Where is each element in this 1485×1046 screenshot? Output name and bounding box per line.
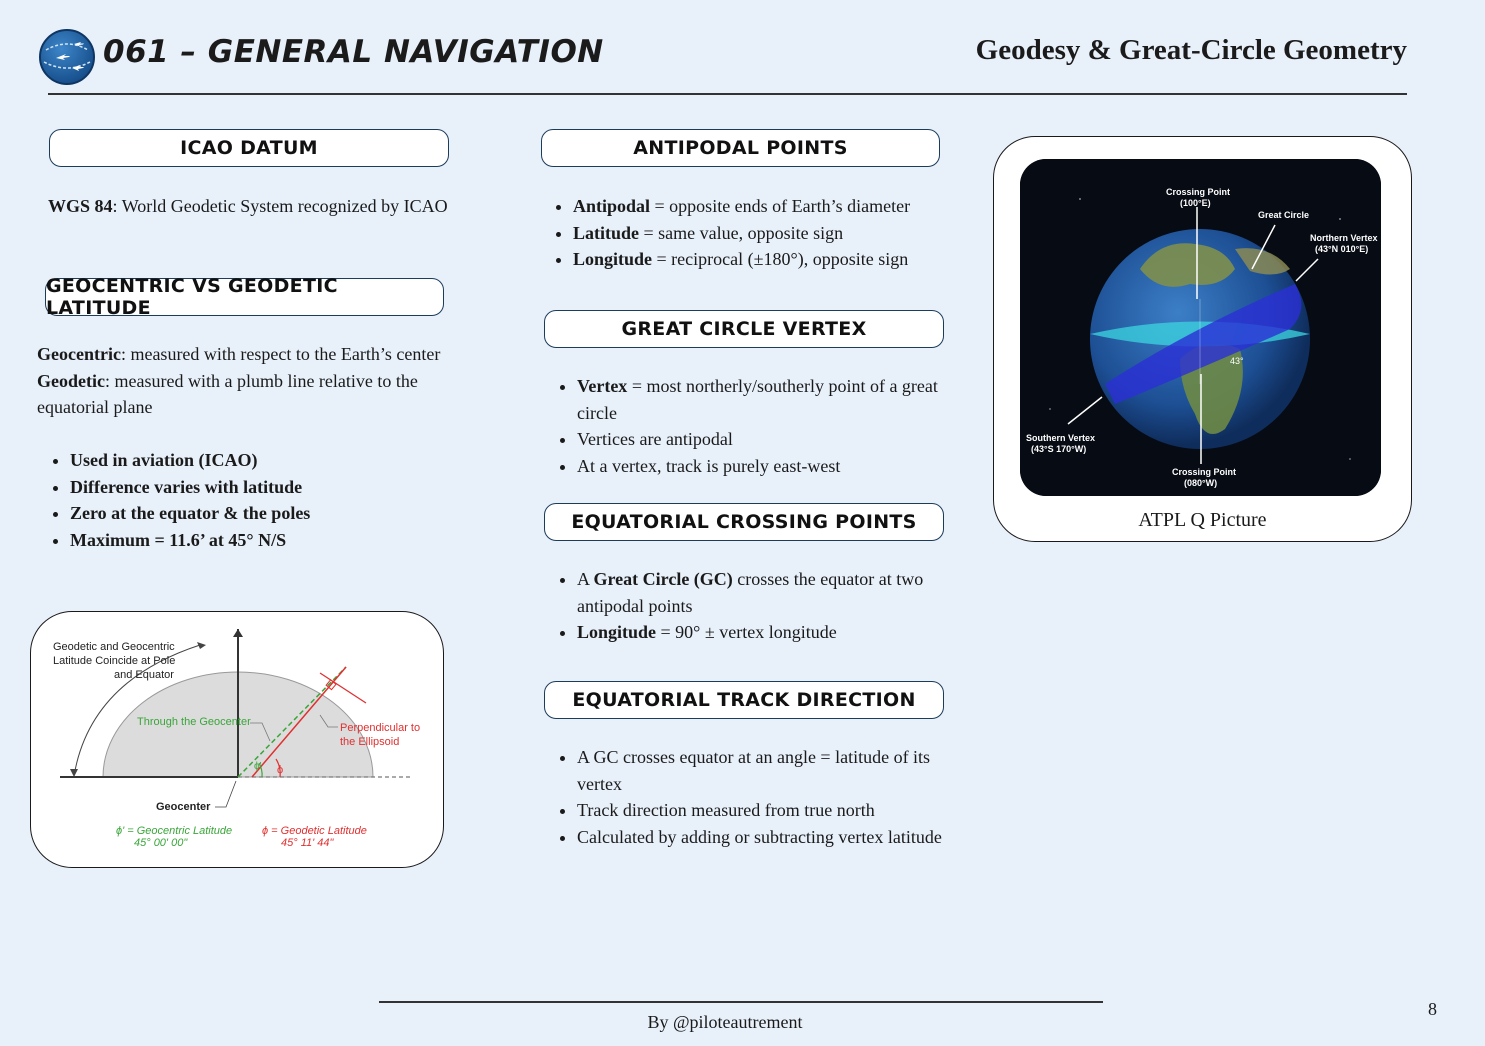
list-item: • At a vertex, track is purely east-west xyxy=(577,453,952,480)
southern-vertex-label-1: Southern Vertex xyxy=(1026,433,1096,443)
list-item: • A Great Circle (GC) crosses the equator at two antipodal points xyxy=(577,566,972,619)
geodetic-text: : measured with a plumb line relative to the equatorial plane xyxy=(37,370,418,417)
track-heading: EQUATORIAL TRACK DIRECTION xyxy=(544,681,944,719)
footer-divider xyxy=(379,1001,1103,1003)
great-circle-globe-image xyxy=(1020,159,1381,496)
geodetic-term: Geodetic xyxy=(37,370,105,391)
page-topic: Geodesy & Great-Circle Geometry xyxy=(975,34,1407,66)
page-number: 8 xyxy=(1428,999,1437,1019)
geocentric-legend-2: 45° 00' 00" xyxy=(133,836,187,849)
list-item: • Longitude = reciprocal (±180°), opposite sign xyxy=(573,246,973,273)
header-divider xyxy=(48,93,1407,95)
list-item: • Vertex = most northerly/southerly point of a great circle xyxy=(577,373,952,426)
geocentric-term: Geocentric xyxy=(37,344,121,364)
geocenter-label: Geocenter xyxy=(155,800,210,813)
picture-caption: ATPL Q Picture xyxy=(1138,509,1267,531)
great-circle-label: Great Circle xyxy=(1258,210,1310,220)
geocentric-text: : measured with respect to the Earth’s center xyxy=(120,344,441,364)
northern-vertex-label-1: Northern Vertex xyxy=(1310,233,1378,243)
perpendicular-label-1: Perpendicular to xyxy=(339,721,420,734)
globe-angle-label: 43° xyxy=(1230,356,1244,366)
track-list xyxy=(555,744,957,850)
latitude-diagram xyxy=(30,611,444,868)
icao-datum-heading: ICAO DATUM xyxy=(49,129,449,167)
antipodal-list xyxy=(551,193,973,273)
list-item: • Antipodal = opposite ends of Earth’s diameter xyxy=(573,193,973,220)
geocentric-definition xyxy=(37,341,477,368)
crossing-list xyxy=(555,566,972,646)
vertex-list xyxy=(555,373,952,479)
southern-vertex-label-2: (43°S 170°W) xyxy=(1031,444,1087,454)
crossing-heading: EQUATORIAL CROSSING POINTS xyxy=(544,503,944,541)
crossing-top-label-2: (100°E) xyxy=(1180,198,1211,208)
through-geocenter-label: Through the Geocenter xyxy=(136,715,251,728)
list-item: • Calculated by adding or subtracting vertex latitude xyxy=(577,824,957,851)
wgs84-term: WGS 84 xyxy=(48,196,113,216)
list-item: • Difference varies with latitude xyxy=(70,474,490,501)
coincide-label-1: Geodetic and Geocentric xyxy=(52,640,175,653)
wgs84-description: : World Geodetic System recognized by ICAO xyxy=(112,196,448,216)
list-item: • Longitude = 90° ± vertex longitude xyxy=(577,619,972,646)
phi-mark: ϕ xyxy=(276,763,283,776)
vertex-heading: GREAT CIRCLE VERTEX xyxy=(544,310,944,348)
coincide-label-3: and Equator xyxy=(113,668,174,681)
crossing-bottom-label-2: (080°W) xyxy=(1184,478,1218,488)
perpendicular-label-2: the Ellipsoid xyxy=(339,735,399,748)
crossing-top-label-1: Crossing Point xyxy=(1166,187,1231,197)
list-item: • Zero at the equator & the poles xyxy=(70,500,490,527)
list-item: • A GC crosses equator at an angle = latitude of its vertex xyxy=(577,744,957,797)
list-item: • Latitude = same value, opposite sign xyxy=(573,220,973,247)
crossing-bottom-label-1: Crossing Point xyxy=(1172,467,1237,477)
phi-prime-mark: ϕ' xyxy=(253,760,262,772)
geodetic-legend-1: ϕ = Geodetic Latitude xyxy=(261,824,367,837)
list-item: • Track direction measured from true north xyxy=(577,797,957,824)
list-item: • Maximum = 11.6’ at 45° N/S xyxy=(70,527,490,554)
antipodal-heading: ANTIPODAL POINTS xyxy=(541,129,940,167)
geocentric-legend-1: ϕ' = Geocentric Latitude xyxy=(115,824,232,837)
footer-credit: By @piloteautrement xyxy=(647,1012,803,1032)
icao-datum-text xyxy=(48,193,448,220)
globe-picture-card xyxy=(993,136,1412,542)
geo-latitude-heading: GEOCENTRIC VS GEODETIC LATITUDE xyxy=(45,278,444,316)
brand-title: 061 – GENERAL NAVIGATION xyxy=(103,34,604,70)
geodetic-legend-2: 45° 11' 44" xyxy=(280,836,333,849)
northern-vertex-label-2: (43°N 010°E) xyxy=(1315,244,1369,254)
coincide-label-2: Latitude Coincide at Pole xyxy=(52,654,175,667)
geo-latitude-definitions xyxy=(37,341,477,421)
list-item: • Used in aviation (ICAO) xyxy=(70,447,490,474)
geodetic-definition xyxy=(37,368,477,421)
geo-latitude-bullets xyxy=(48,447,490,553)
globe-logo-icon xyxy=(38,28,96,86)
list-item: • Vertices are antipodal xyxy=(577,426,952,453)
